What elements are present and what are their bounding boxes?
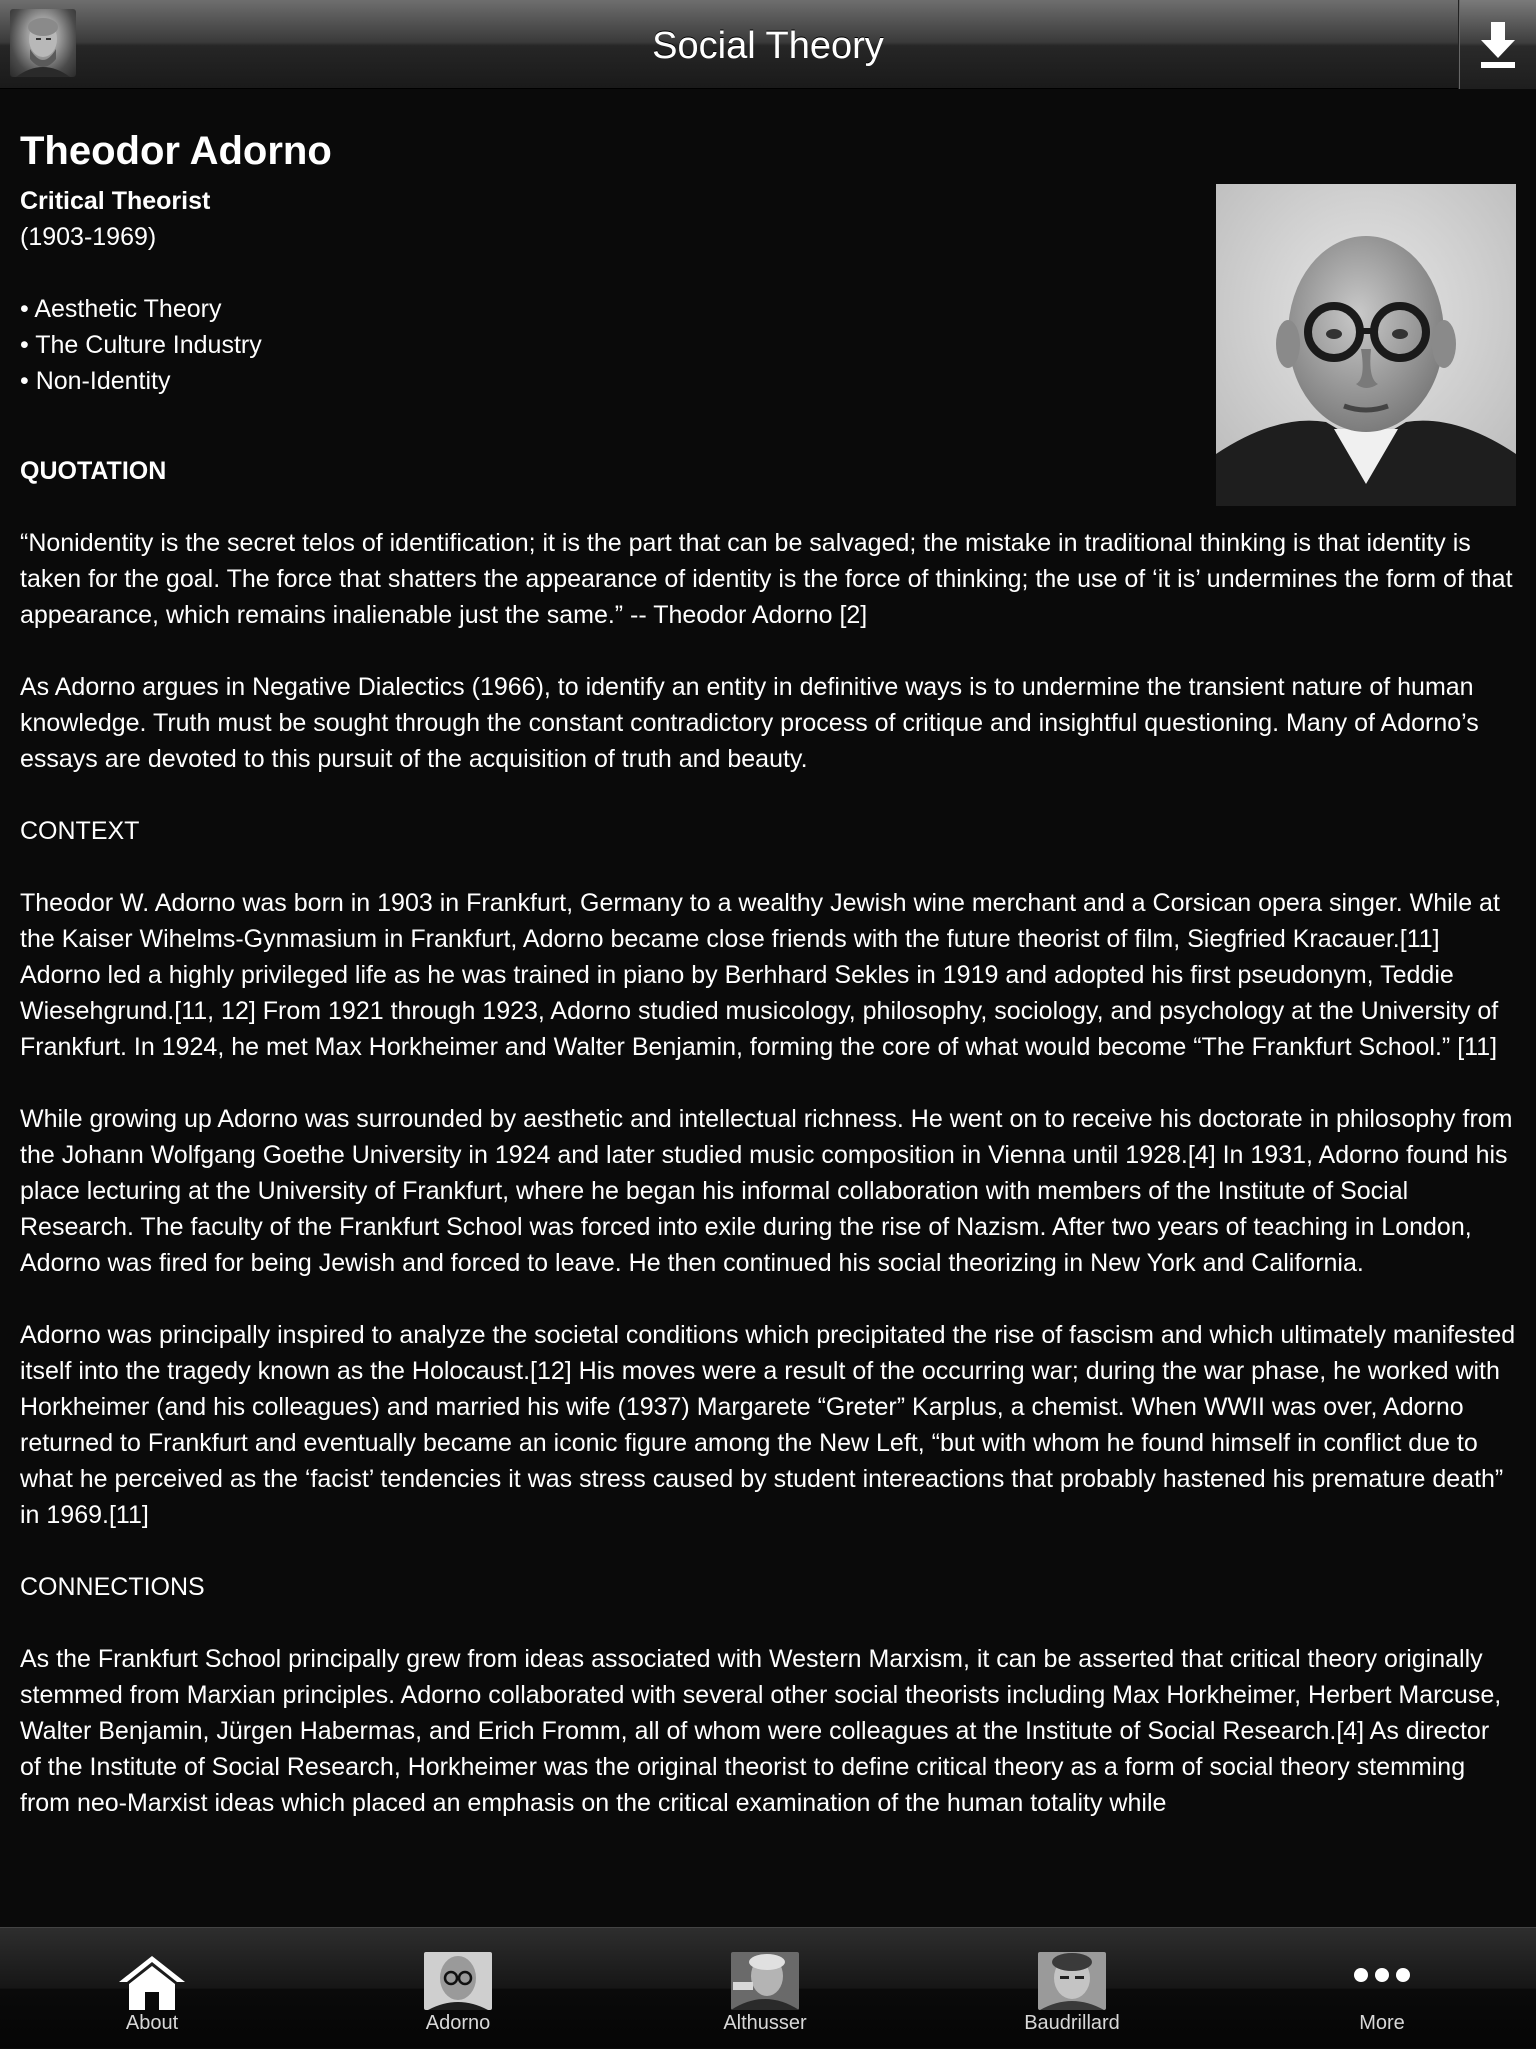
home-icon xyxy=(117,1954,187,2010)
list-item: • The Culture Industry xyxy=(20,331,262,359)
person-role: Critical Theorist xyxy=(20,187,211,215)
more-dots-icon xyxy=(1347,1954,1417,2010)
tab-label: About xyxy=(125,2012,179,2034)
context-paragraph: Adorno was principally inspired to analyze the societal conditions which precipitated the rise of fascism and which ultimately manifested itself into the tragedy known as the Holocaust.[12] His moves were a result of the occurring war; during the war phase, he worked with Horkheimer (and his colleagues) and married his wife (1937) Margarete “Greter” Karplus, a chemist. When WWII was over, Adorno returned to Frankfurt and eventually became an iconic figure among the New Left, “but with whom he found himself in conflict due to what he perceived as the ‘facist’ tendencies it was stress caused by student intereactions that probably hastened his premature death” in 1969.[11] xyxy=(20,1321,1516,1529)
download-arrow-icon xyxy=(1459,0,1536,89)
tab-adorno[interactable] xyxy=(368,1928,548,2049)
list-item: • Non-Identity xyxy=(20,367,171,395)
tab-label: Baudrillard xyxy=(1024,2012,1120,2034)
quotation-commentary: As Adorno argues in Negative Dialectics (1966), to identify an entity in definitive ways is to undermine the transient nature of human knowledge. Truth must be sought through the constant contradictory process of critique and insightful questioning. Many of Adorno’s essays are devoted to this pursuit of the acquisition of truth and beauty. xyxy=(20,673,1479,773)
connections-heading: CONNECTIONS xyxy=(20,1573,205,1601)
context-heading: CONTEXT xyxy=(20,817,140,845)
quotation-text: “Nonidentity is the secret telos of identification; it is the part that can be salvaged; the mistake in traditional thinking is that identity is taken for the goal. The force that shatters the appearance of identity is the force of thinking; the use of ‘it is’ undermines the form of that appearance, which remains inalienable just the same.” -- Theodor Adorno [2] xyxy=(20,529,1513,629)
navigation-bar xyxy=(0,0,1536,89)
tab-about[interactable] xyxy=(62,1928,242,2049)
althusser-thumbnail xyxy=(731,1952,799,2010)
article-content[interactable] xyxy=(20,89,1516,1927)
person-years: (1903-1969) xyxy=(20,223,157,251)
tab-more[interactable] xyxy=(1292,1928,1472,2049)
list-item: • Aesthetic Theory xyxy=(20,295,222,323)
tab-althusser[interactable] xyxy=(675,1928,855,2049)
page-title: Social Theory xyxy=(652,25,884,67)
context-paragraph: While growing up Adorno was surrounded by aesthetic and intellectual richness. He went on to receive his doctorate in philosophy from the Johann Wolfgang Goethe University in 1924 and later studied music composition in Vienna until 1928.[4] In 1931, Adorno found his place lecturing at the University of Frankfurt, where he began his informal collaboration with members of the Institute of Social Research. The faculty of the Frankfurt School was forced into exile during the rise of Nazism. After two years of teaching in London, Adorno was fired for being Jewish and forced to leave. He then continued his social theorizing in New York and California. xyxy=(20,1105,1513,1277)
baudrillard-thumbnail xyxy=(1038,1952,1106,2010)
tab-bar xyxy=(0,1927,1536,2048)
tab-label: Althusser xyxy=(723,2012,807,2034)
connections-paragraph: As the Frankfurt School principally grew from ideas associated with Western Marxism, it can be asserted that critical theory originally stemmed from Marxian principles. Adorno collaborated with several other social theorists including Max Horkheimer, Herbert Marcuse, Walter Benjamin, Jürgen Habermas, and Erich Fromm, all of whom were colleagues at the Institute of Social Research.[4] As director of the Institute of Social Research, Horkheimer was the original theorist to define critical theory as a form of social theory stemming from neo-Marxist ideas which placed an emphasis on the critical examination of the human totality while xyxy=(20,1645,1502,1817)
portrait-photo xyxy=(1216,184,1516,506)
person-name: Theodor Adorno xyxy=(20,129,332,173)
download-button[interactable] xyxy=(1458,0,1536,89)
adorno-thumbnail xyxy=(424,1952,492,2010)
tab-label: Adorno xyxy=(425,2012,491,2034)
context-paragraph: Theodor W. Adorno was born in 1903 in Frankfurt, Germany to a wealthy Jewish wine merchant and a Corsican opera singer. While at the Kaiser Wihelms-Gynmasium in Frankfurt, Adorno became close friends with the future theorist of film, Siegfried Kracauer.[11] Adorno led a highly privileged life as he was trained in piano by Berhhard Sekles in 1919 and adopted his first pseudonym, Teddie Wiesehgrund.[11, 12] From 1921 through 1923, Adorno studied musicology, philosophy, sociology, and psychology at the University of Frankfurt. In 1924, he met Max Horkheimer and Walter Benjamin, forming the core of what would become “The Frankfurt School.” [11] xyxy=(20,889,1500,1061)
tab-baudrillard[interactable] xyxy=(982,1928,1162,2049)
tab-label: More xyxy=(1359,2012,1405,2034)
quotation-heading: QUOTATION xyxy=(20,457,167,485)
